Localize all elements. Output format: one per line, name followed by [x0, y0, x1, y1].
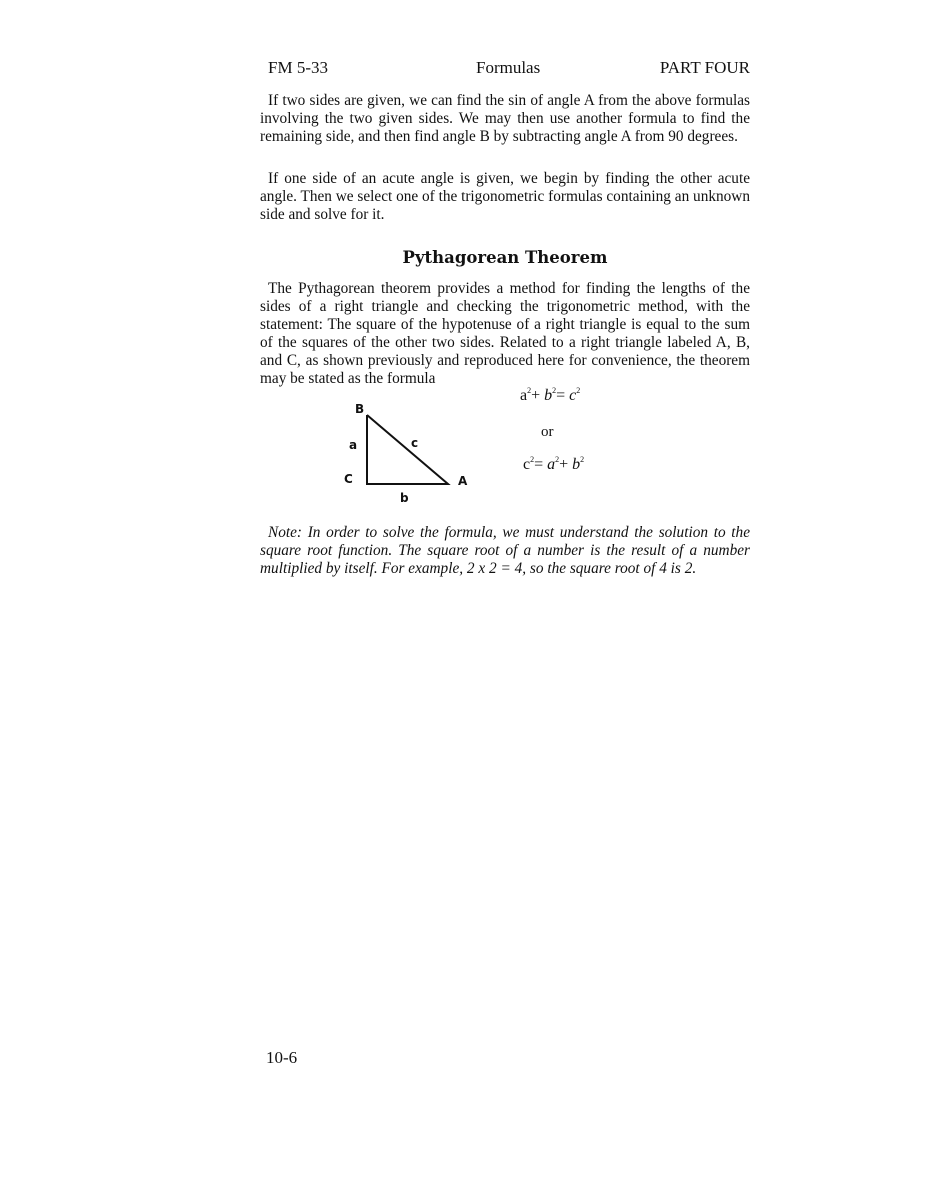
header-section: Formulas: [476, 58, 541, 77]
paragraph-two-sides-given: If two sides are given, we can find the sin of angle A from the above formulas involving the two given sides. We may then use another formula to find the remaining side, and then find angle B by subtracting angle A from 90 degrees.: [260, 92, 750, 145]
formula2-equals: =: [534, 456, 544, 473]
formula1-b-exponent: 2: [552, 386, 557, 395]
formula1-b: b: [544, 387, 553, 404]
note-square-root: Note: In order to solve the formula, we must understand the solution to the square root function. The square root of a number is the result of a number multiplied by itself. For example, 2 x 2 = 4, so the square root of 4 is 2.: [260, 524, 750, 577]
paragraph-pythagorean-theorem: The Pythagorean theorem provides a method for finding the lengths of the sides of a right triangle and checking the trigonometric method, with the statement: The square of the hypotenuse of a right triangle is equal to the sum of the squares of the other two sides. Related to a right triangle labeled A, B, and C, as shown previously and reproduced here for convenience, the theorem may be stated as the formula: [260, 280, 750, 387]
page-header: [268, 58, 750, 82]
formula2-b: b: [572, 456, 581, 473]
vertex-b-label: B: [355, 402, 365, 416]
triangle-outline: [367, 415, 448, 484]
formula2-b-exponent: 2: [580, 455, 585, 464]
formula2-a: a: [547, 456, 556, 473]
header-part: PART FOUR: [659, 58, 750, 77]
side-b-label: b: [400, 491, 409, 505]
formula2-plus: +: [559, 456, 569, 473]
paragraph-one-side-given: If one side of an acute angle is given, we begin by finding the other acute angle. Then we select one of the trigonometric formulas containing an unknown side and solve for it.: [260, 170, 750, 223]
section-title: Pythagorean Theorem: [402, 248, 608, 267]
right-triangle-figure: [330, 395, 480, 515]
vertex-c-label: C: [344, 472, 353, 486]
formula1-a-exponent: 2: [527, 386, 532, 395]
header-manual-id: FM 5-33: [268, 58, 328, 77]
side-a-label: a: [349, 438, 358, 452]
formula-sum-of-squares: [520, 386, 580, 405]
triangle-diagram: [330, 395, 480, 515]
page-number: 10-6: [266, 1048, 298, 1067]
formula1-equals: =: [556, 387, 566, 404]
formula1-c: c: [569, 387, 577, 404]
formula2-c-exponent: 2: [530, 455, 535, 464]
formula2-c: c: [523, 456, 531, 473]
formula1-c-exponent: 2: [576, 386, 581, 395]
vertex-a-label: A: [458, 474, 468, 488]
formula1-a: a: [520, 387, 528, 404]
side-c-label: c: [411, 436, 419, 450]
formula-hypotenuse: [523, 455, 584, 474]
formula-or: or: [541, 424, 554, 440]
formula1-plus: +: [531, 387, 541, 404]
formula2-a-exponent: 2: [555, 455, 560, 464]
